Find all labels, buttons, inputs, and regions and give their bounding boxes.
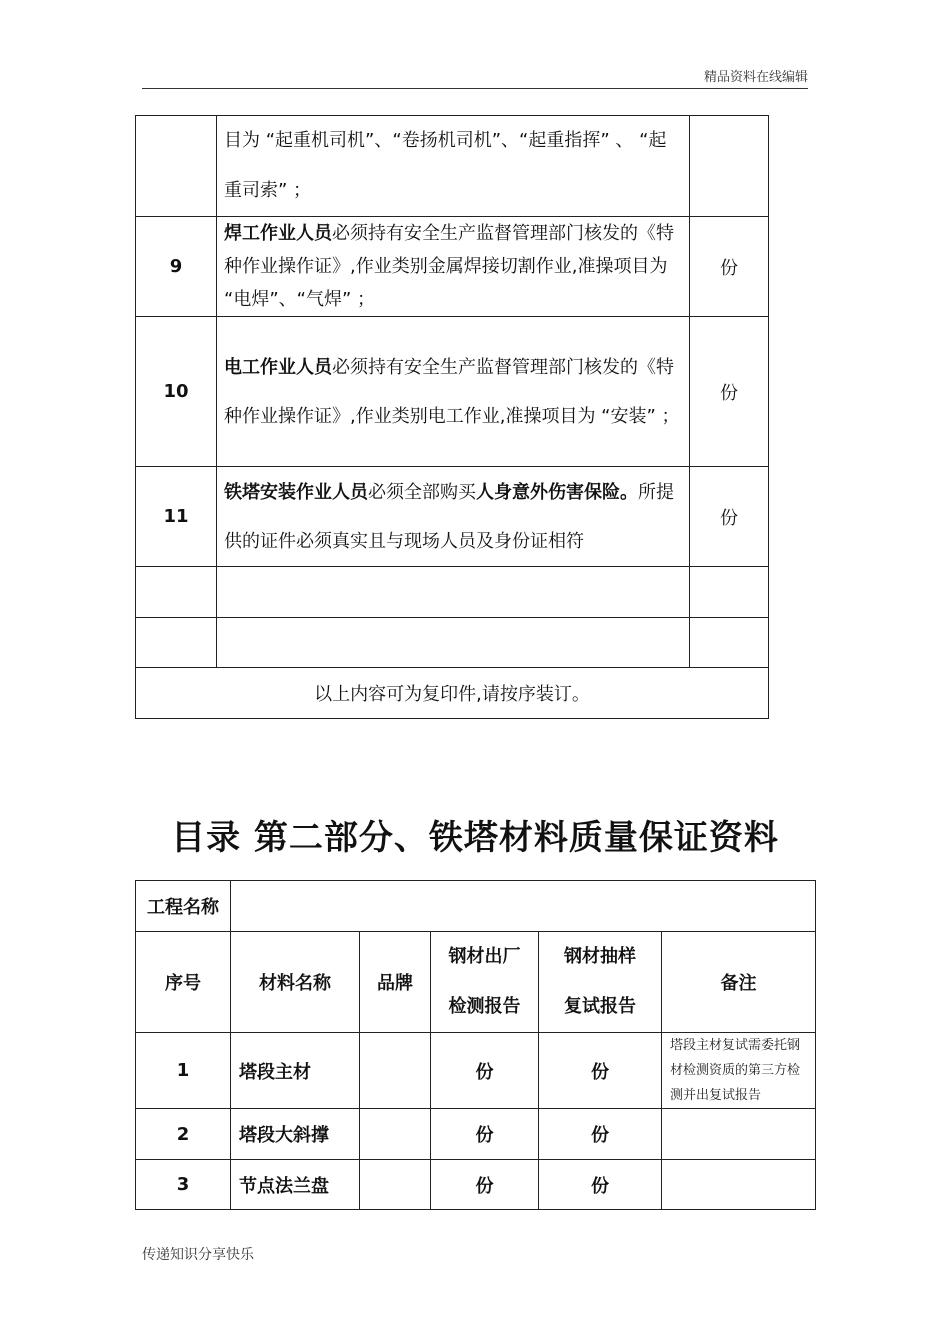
- requirement-text: [217, 618, 690, 668]
- table-row: [136, 1109, 816, 1160]
- project-value: [231, 881, 816, 932]
- table-row: [136, 116, 769, 217]
- header-material: 材料名称: [231, 932, 360, 1033]
- row-number: 10: [136, 317, 217, 467]
- row-factory-report: 份: [431, 1109, 539, 1160]
- row-material: 塔段大斜撑: [231, 1109, 360, 1160]
- row-brand: [360, 1033, 431, 1109]
- row-remarks: [662, 1109, 816, 1160]
- copies-cell: 份: [690, 217, 769, 317]
- requirement-text: [217, 217, 690, 317]
- copies-cell: [690, 618, 769, 668]
- header-seq: 序号: [136, 932, 231, 1033]
- header-factory-line1: 钢材出厂: [448, 946, 521, 967]
- header-sample-line1: 钢材抽样: [564, 946, 636, 967]
- requirement-text: [217, 567, 690, 618]
- row-brand: [360, 1160, 431, 1210]
- copies-cell: [690, 567, 769, 618]
- requirement-text-part: 必须全部购买: [368, 481, 476, 503]
- requirement-text: [217, 317, 690, 467]
- table-footer-row: [136, 668, 769, 719]
- requirement-subject: 电工作业人员: [224, 356, 332, 378]
- requirement-text-part: 所提供的证件必须真实且与现场人员及身份证相符: [224, 481, 674, 552]
- header-factory-line2: 检测报告: [448, 996, 521, 1017]
- header-sample-report: [539, 932, 662, 1033]
- table-row: [136, 1160, 816, 1210]
- row-factory-report: 份: [431, 1033, 539, 1109]
- table-row: [136, 567, 769, 618]
- row-number: [136, 116, 217, 217]
- requirement-text: [217, 116, 690, 217]
- header-factory-report: [431, 932, 539, 1033]
- row-material: 节点法兰盘: [231, 1160, 360, 1210]
- project-row: [136, 881, 816, 932]
- requirement-text-part: 必须持有安全生产监督管理部门核发的《特种作业操作证》,作业类别金属焊接切割作业,准操项目为 “电焊”、“气焊” ；: [224, 223, 674, 310]
- row-number: [136, 618, 217, 668]
- header-sample-line2: 复试报告: [564, 996, 636, 1017]
- table-footer-note: 以上内容可为复印件,请按序装订。: [136, 668, 769, 719]
- row-seq: 2: [136, 1109, 231, 1160]
- copies-cell: [690, 116, 769, 217]
- section-title: 目录 第二部分、铁塔材料质量保证资料: [171, 818, 779, 858]
- requirement-emphasis: 人身意外伤害保险。: [476, 481, 638, 503]
- materials-table: [135, 880, 816, 1210]
- header-rule: [142, 88, 808, 89]
- page-header-text: 精品资料在线编辑: [703, 70, 808, 85]
- requirement-text-part: 目为 “起重机司机”、“卷扬机司机”、“起重指挥” 、 “起重司索” ；: [224, 130, 667, 201]
- row-factory-report: 份: [431, 1160, 539, 1210]
- row-remarks: [662, 1160, 816, 1210]
- row-brand: [360, 1109, 431, 1160]
- row-seq: 3: [136, 1160, 231, 1210]
- header-remarks: 备注: [662, 932, 816, 1033]
- table-row: [136, 618, 769, 668]
- row-seq: 1: [136, 1033, 231, 1109]
- row-number: [136, 567, 217, 618]
- row-sample-report: 份: [539, 1160, 662, 1210]
- page-footer-text: 传递知识分享快乐: [142, 1247, 254, 1263]
- requirement-text-part: 必须持有安全生产监督管理部门核发的《特种作业操作证》,作业类别电工作业,准操项目为 “安装” ；: [224, 356, 680, 427]
- table-row: [136, 467, 769, 567]
- row-remarks: 塔段主材复试需委托钢材检测资质的第三方检测并出复试报告: [662, 1033, 816, 1109]
- row-number: 9: [136, 217, 217, 317]
- table-header-row: [136, 932, 816, 1033]
- copies-cell: 份: [690, 317, 769, 467]
- table-row: [136, 217, 769, 317]
- row-sample-report: 份: [539, 1109, 662, 1160]
- row-sample-report: 份: [539, 1033, 662, 1109]
- project-label: 工程名称: [136, 881, 231, 932]
- requirements-table: [135, 115, 769, 719]
- copies-cell: 份: [690, 467, 769, 567]
- table-row: [136, 317, 769, 467]
- requirement-text: [217, 467, 690, 567]
- header-brand: 品牌: [360, 932, 431, 1033]
- requirement-subject: 焊工作业人员: [224, 223, 332, 244]
- row-material: 塔段主材: [231, 1033, 360, 1109]
- table-row: [136, 1033, 816, 1109]
- row-number: 11: [136, 467, 217, 567]
- requirement-subject: 铁塔安装作业人员: [224, 481, 368, 503]
